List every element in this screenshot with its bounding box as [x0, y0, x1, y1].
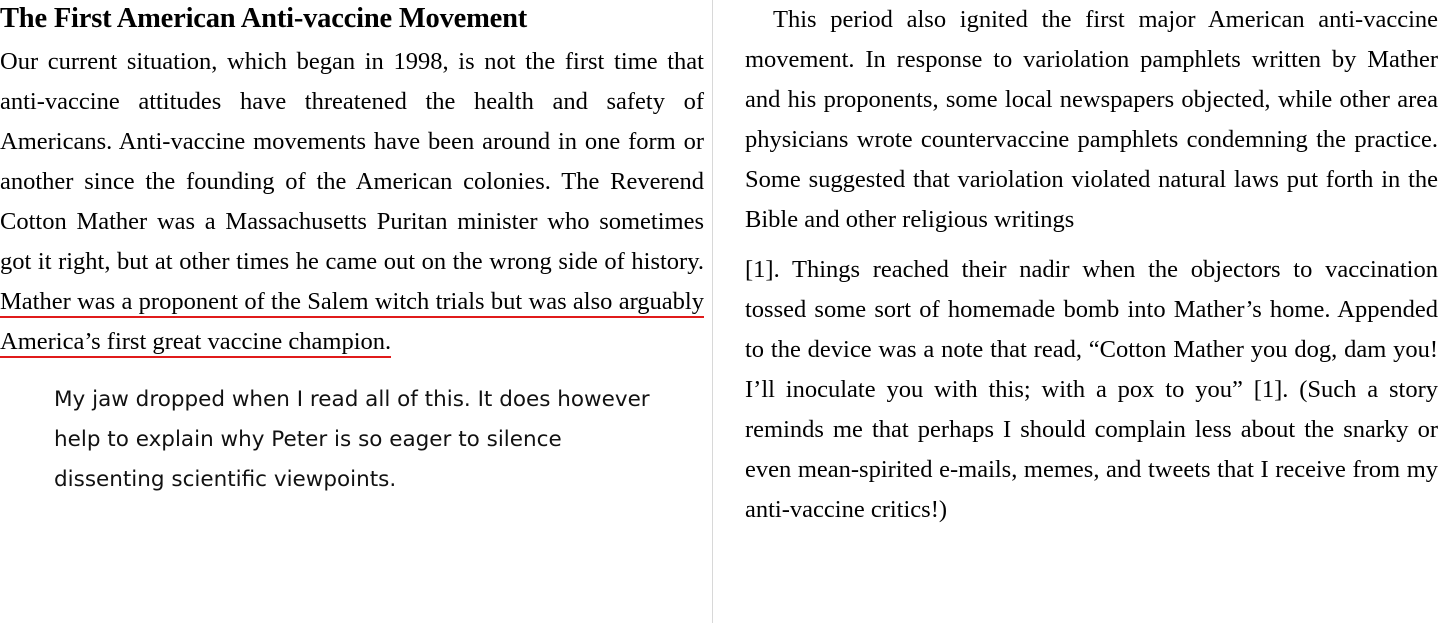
annotation-note: My jaw dropped when I read all of this. It does however help to explain why Peter is so eager to silence dissenting scientific viewpoints. — [54, 386, 650, 492]
right-paragraph-1: This period also ignited the first major American anti-vaccine movement. In response to variolation pamphlets written by Mather and his proponents, some local newspapers objected, while other area physicians wrote countervaccine pamphlets condemning the practice. Some suggested that variolation violated natural laws put forth in the Bible and other religious writings — [745, 6, 1438, 233]
paragraph-text-plain: Our current situation, which began in 1998, is not the first time that anti-vaccine attitudes have threatened the health and safety of Americans. Anti-vaccine movements have been around in one form or another since the founding of the American colonies. The Reverend Cotton Mather was a Massachusetts Puritan minister who sometimes got it right, but at other times he came out on the wrong side of history. — [0, 47, 704, 275]
left-body-paragraph — [0, 42, 704, 362]
right-column — [713, 0, 1456, 530]
left-column — [0, 0, 712, 500]
right-paragraph-2: [1]. Things reached their nadir when the objectors to vaccination tossed some sort of homemade bomb into Mather’s home. Appended to the device was a note that read, “Cotton Mather you dog, dam you! I’ll inoculate you with this; with a pox to you” [1]. (Such a story reminds me that perhaps I should complain less about the snarky or even mean-spirited e-mails, memes, and tweets that I receive from my anti-vaccine critics!) — [745, 256, 1438, 523]
page-title: The First American Anti-vaccine Movement — [0, 3, 528, 34]
highlighted-sentence: Mather was a proponent of the Salem witch trials but was also arguably America’s first great vaccine champion. — [0, 288, 704, 358]
